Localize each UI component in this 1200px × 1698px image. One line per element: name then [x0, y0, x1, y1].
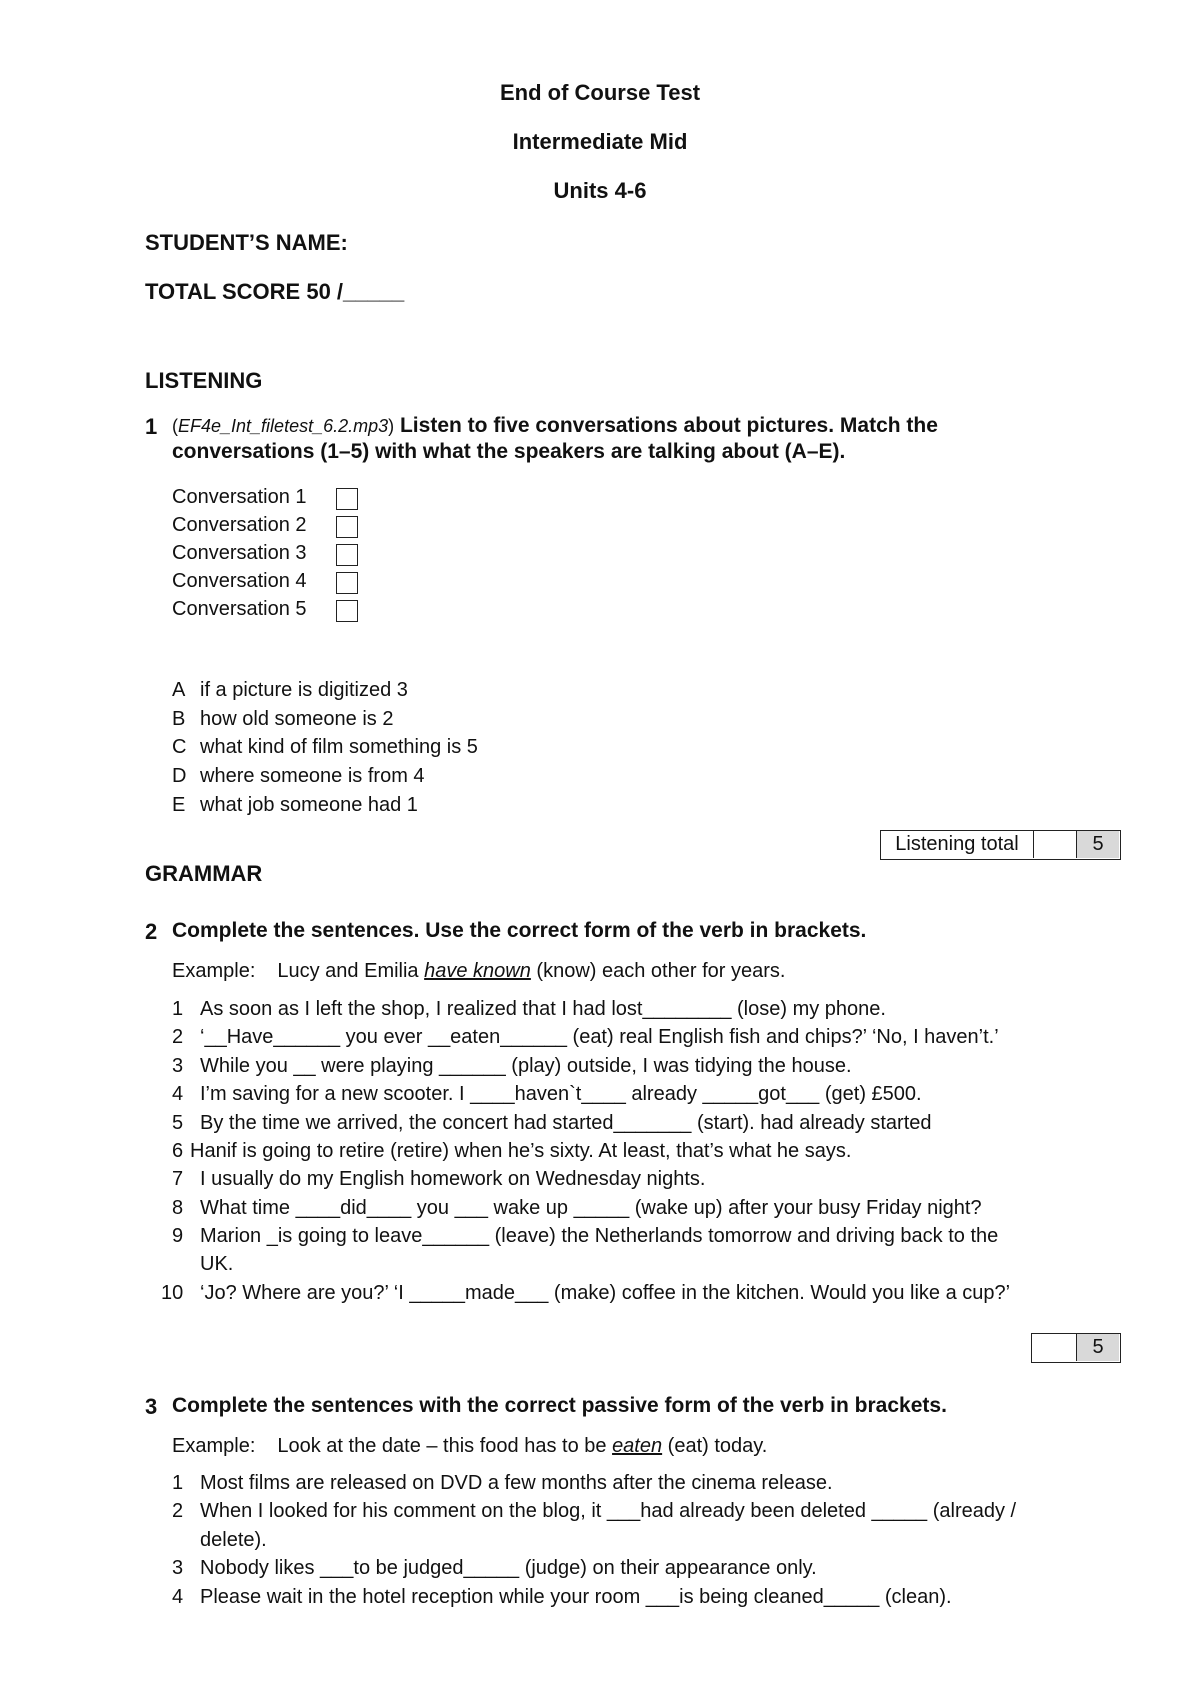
option-text: where someone is from 4 [200, 765, 425, 787]
item-text: Nobody likes ___to be judged_____ (judge) on their appearance only. [200, 1557, 817, 1579]
example: Example: Look at the date – this food has to be eaten (eat) today. [172, 1435, 768, 1457]
option-letter: D [172, 765, 187, 787]
answer-box[interactable] [336, 516, 358, 538]
grammar-heading: GRAMMAR [145, 861, 263, 886]
option-letter: B [172, 708, 186, 730]
answer-box[interactable] [336, 544, 358, 566]
item-text-continued: UK. [200, 1253, 234, 1275]
item-number: 5 [172, 1112, 184, 1134]
task-number: 3 [145, 1394, 158, 1419]
item-text: ‘Jo? Where are you?’ ‘I _____made___ (make) coffee in the kitchen. Would you like a cup?’ [200, 1282, 1011, 1304]
item-number: 10 [161, 1282, 184, 1304]
item-number: 2 [172, 1026, 184, 1048]
answer-box[interactable] [336, 488, 358, 510]
conversation-label: Conversation 1 [172, 486, 307, 508]
student-name-label: STUDENT’S NAME: [145, 230, 348, 255]
audio-file-name: EF4e_Int_filetest_6.2.mp3 [178, 416, 389, 436]
item-number: 8 [172, 1197, 184, 1219]
task-number: 2 [145, 919, 158, 944]
item-number: 6 [172, 1140, 184, 1162]
conversation-label: Conversation 2 [172, 514, 307, 536]
item-number: 1 [172, 1472, 184, 1494]
score-max: 5 [1076, 1334, 1119, 1361]
listening-heading: LISTENING [145, 368, 263, 393]
score-input[interactable] [1033, 831, 1076, 858]
units-label: Units 4-6 [553, 178, 647, 203]
task-instruction: Complete the sentences. Use the correct form of the verb in brackets. [172, 919, 867, 942]
task-number: 1 [145, 414, 158, 439]
item-text: Please wait in the hotel reception while your room ___is being cleaned_____ (clean). [200, 1586, 952, 1608]
item-text: By the time we arrived, the concert had started_______ (start). had already started [200, 1112, 932, 1134]
option-text: if a picture is digitized 3 [200, 679, 408, 701]
item-text: What time ____did____ you ___ wake up _____ (wake up) after your busy Friday night? [200, 1197, 982, 1219]
listening-total-label: Listening total [895, 833, 1019, 855]
item-text: When I looked for his comment on the blog, it ___had already been deleted _____ (already / [200, 1500, 1017, 1522]
item-text: Hanif is going to retire (retire) when he’s sixty. At least, that’s what he says. [190, 1140, 852, 1162]
option-letter: A [172, 679, 186, 701]
grammar-score-box [1031, 1333, 1121, 1363]
item-text: ‘__Have______ you ever __eaten______ (eat) real English fish and chips?’ ‘No, I haven’t.’ [200, 1026, 999, 1048]
example-answer: have known [424, 960, 531, 982]
listening-total-box [880, 830, 1121, 860]
answer-box[interactable] [336, 572, 358, 594]
option-text: what job someone had 1 [200, 794, 418, 816]
task-instruction-line2: conversations (1–5) with what the speakers are talking about (A–E). [172, 440, 846, 463]
conversation-label: Conversation 4 [172, 570, 307, 592]
task-instruction: (EF4e_Int_filetest_6.2.mp3) Listen to five conversations about pictures. Match the [172, 414, 938, 437]
example: Example: Lucy and Emilia have known (know) each other for years. [172, 960, 786, 982]
example-label: Example: [172, 960, 256, 982]
page-title: End of Course Test [499, 80, 701, 105]
item-text: While you __ were playing ______ (play) outside, I was tidying the house. [200, 1055, 852, 1077]
answer-box[interactable] [336, 600, 358, 622]
item-text-continued: delete). [200, 1529, 267, 1551]
item-text: I usually do my English homework on Wednesday nights. [200, 1168, 706, 1190]
item-text: Most films are released on DVD a few months after the cinema release. [200, 1472, 833, 1494]
total-score-label: TOTAL SCORE 50 /_____ [145, 279, 405, 304]
example-label: Example: [172, 1435, 256, 1457]
item-number: 2 [172, 1500, 184, 1522]
item-number: 3 [172, 1055, 184, 1077]
item-text: Marion _is going to leave______ (leave) the Netherlands tomorrow and driving back to the [200, 1225, 999, 1247]
score-max: 5 [1076, 831, 1119, 858]
score-input[interactable] [1032, 1334, 1076, 1361]
option-text: what kind of film something is 5 [200, 736, 478, 758]
course-level: Intermediate Mid [512, 129, 688, 154]
item-number: 1 [172, 998, 184, 1020]
item-number: 4 [172, 1083, 184, 1105]
item-number: 3 [172, 1557, 184, 1579]
item-text: As soon as I left the shop, I realized that I had lost________ (lose) my phone. [200, 998, 886, 1020]
option-text: how old someone is 2 [200, 708, 394, 730]
item-number: 4 [172, 1586, 184, 1608]
option-letter: C [172, 736, 187, 758]
item-text: I’m saving for a new scooter. I ____haven`t____ already _____got___ (get) £500. [200, 1083, 922, 1105]
example-answer: eaten [612, 1435, 663, 1457]
task-instruction: Complete the sentences with the correct passive form of the verb in brackets. [172, 1394, 947, 1417]
conversation-label: Conversation 3 [172, 542, 307, 564]
item-number: 9 [172, 1225, 184, 1247]
conversation-label: Conversation 5 [172, 598, 307, 620]
option-letter: E [172, 794, 186, 816]
item-number: 7 [172, 1168, 184, 1190]
